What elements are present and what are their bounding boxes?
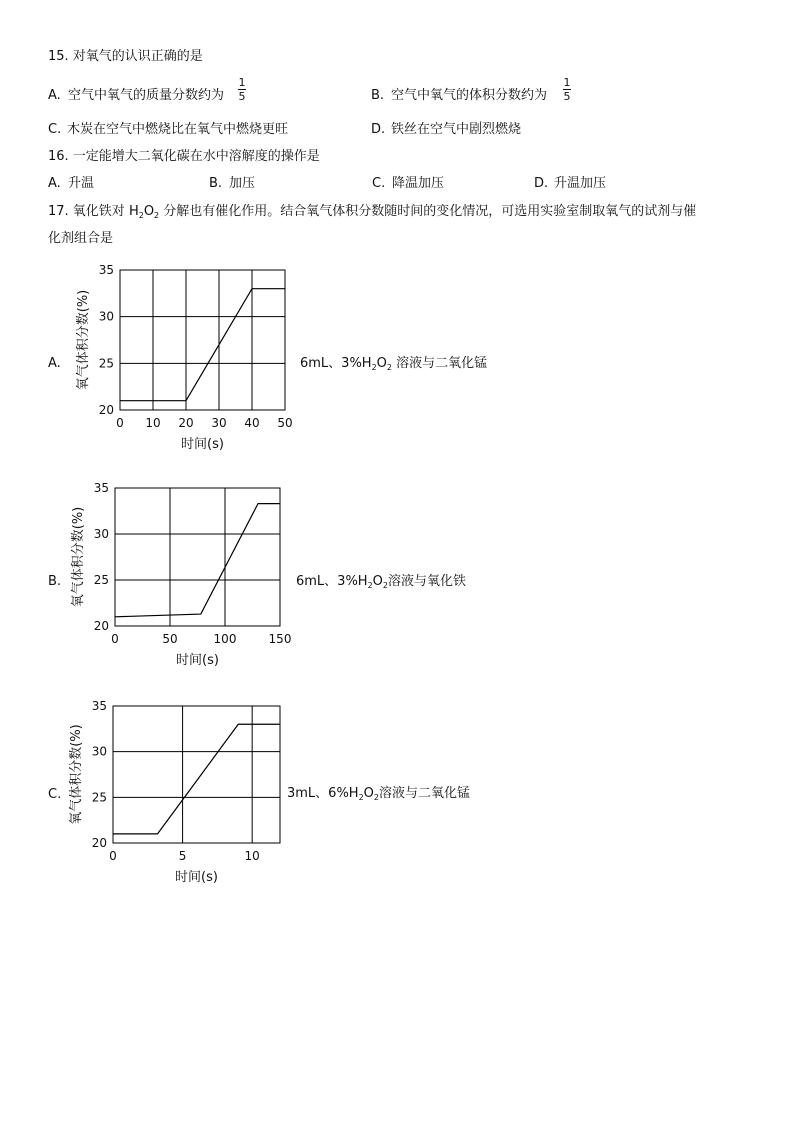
plot-frame [120, 270, 285, 410]
chart-option-b [60, 478, 310, 678]
q16-option-a-label: A. [48, 176, 61, 191]
x-tick-label: 0 [109, 849, 117, 863]
q17-option-c-reagent: 3mL、$6\%H_2O_2$溶液与二氧化锰 [287, 786, 471, 802]
x-tick-label: 5 [178, 849, 187, 863]
chart-option-a [60, 260, 310, 460]
q15-option-a-label: A. [48, 88, 61, 103]
x-axis-label: 时间(s) [176, 653, 219, 668]
q17-option-a-label: A. [48, 356, 61, 371]
q16-option-d-text: 升温加压 [554, 176, 607, 191]
y-axis-label: 氧气体积分数(%) [71, 506, 86, 608]
q15-option-d-text: 铁丝在空气中剧烈燃烧 [391, 122, 522, 137]
q16-option-b-label: B. [209, 176, 223, 191]
q16-stem: 16. 一定能增大二氧化碳在水中溶解度的操作是 [48, 149, 320, 164]
q17-stem-line2: 化剂组合是 [48, 231, 114, 246]
q17-stem-line1: 17. 氧化铁对 $H_2O_2$ 分解也有催化作用。结合氧气体积分数随时间的变化情况，可选用实验室制取氧气的试剂与催 [48, 204, 697, 220]
x-tick-label: 100 [213, 632, 237, 646]
y-tick-label: 35 [91, 699, 107, 713]
y-tick-label: 30 [98, 309, 114, 324]
chart-option-c [60, 696, 310, 896]
x-tick-label: 0 [116, 416, 124, 430]
q15-option-c-label: C. [48, 122, 62, 137]
x-tick-label: 40 [244, 416, 260, 430]
x-tick-label: 30 [211, 416, 227, 430]
q15-option-a-fraction: 1 5 [238, 76, 246, 103]
series-line [115, 504, 280, 617]
q15-option-c-text: 木炭在空气中燃烧比在氧气中燃烧更旺 [67, 122, 289, 137]
y-tick-label: 25 [93, 573, 109, 587]
y-tick-label: 20 [98, 403, 114, 417]
q15-option-b-text: 空气中氧气的体积分数约为 [391, 88, 548, 103]
y-tick-label: 30 [93, 527, 109, 541]
q15-stem: 15. 对氧气的认识正确的是 [48, 49, 203, 64]
q16-option-c-text: 降温加压 [392, 176, 445, 191]
q15-option-d-label: D. [371, 122, 386, 137]
q15-option-b-fraction: 1 5 [563, 76, 571, 103]
y-tick-label: 25 [91, 790, 107, 805]
series-line [120, 289, 285, 401]
series-line [113, 724, 280, 834]
x-tick-label: 150 [268, 632, 292, 646]
q15-option-a-text: 空气中氧气的质量分数约为 [68, 88, 225, 103]
x-axis-label: 时间(s) [175, 870, 218, 885]
x-tick-label: 50 [277, 416, 293, 430]
x-tick-label: 10 [145, 416, 161, 430]
q17-option-b-label: B. [48, 574, 62, 589]
q17-option-a-reagent: 6mL、$3\%H_2O_2$ 溶液与二氧化锰 [300, 356, 488, 372]
q16-option-a-text: 升温 [68, 176, 95, 191]
x-tick-label: 10 [244, 849, 260, 863]
y-tick-label: 25 [98, 356, 114, 371]
y-axis-label: 氧气体积分数(%) [76, 289, 91, 391]
plot-frame [113, 706, 280, 843]
q16-option-d-label: D. [534, 176, 549, 191]
y-axis-label: 氧气体积分数(%) [69, 724, 84, 825]
x-tick-label: 0 [111, 632, 119, 646]
y-tick-label: 20 [91, 836, 107, 850]
y-tick-label: 30 [91, 744, 107, 759]
y-tick-label: 35 [93, 481, 109, 495]
x-axis-label: 时间(s) [181, 437, 224, 452]
x-tick-label: 20 [178, 416, 194, 430]
q16-option-c-label: C. [372, 176, 386, 191]
y-tick-label: 20 [93, 619, 109, 633]
q15-option-b-label: B. [371, 88, 385, 103]
q16-option-b-text: 加压 [229, 176, 256, 191]
x-tick-label: 50 [162, 632, 178, 646]
q17-option-c-label: C. [48, 787, 62, 802]
q17-option-b-reagent: 6mL、$3\%H_2O_2$溶液与氧化铁 [296, 574, 467, 590]
y-tick-label: 35 [98, 263, 114, 277]
